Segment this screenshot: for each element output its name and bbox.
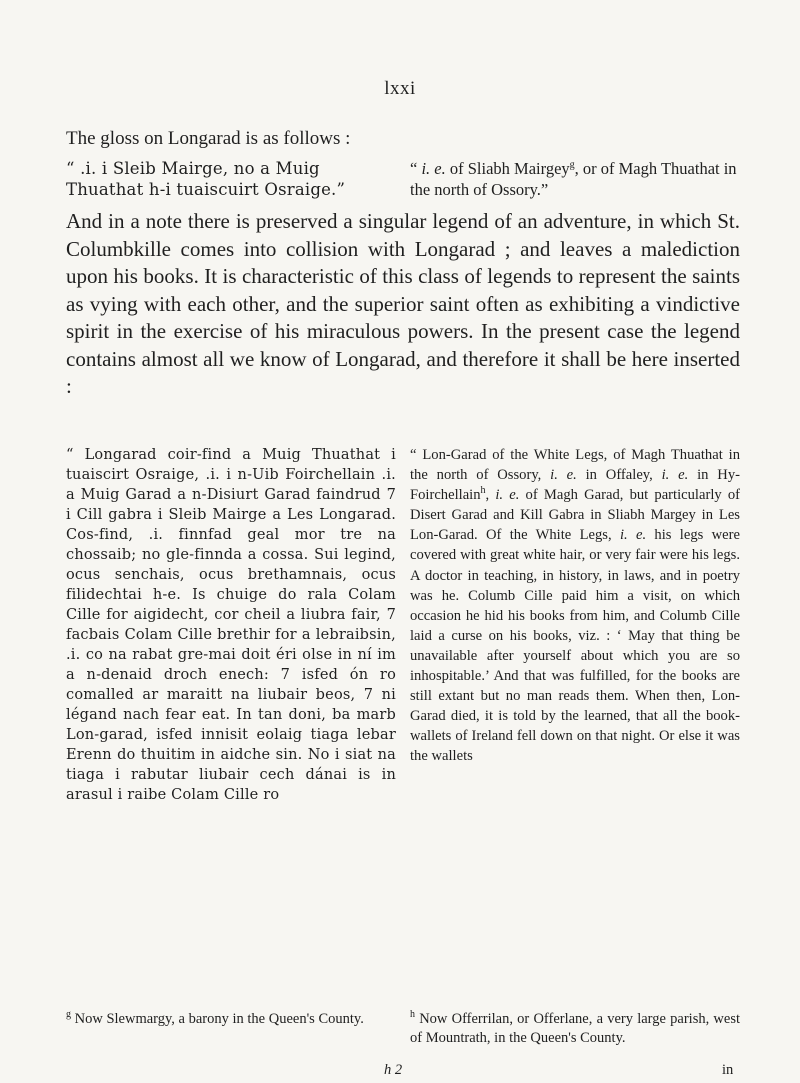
footnote-ref-g: g (569, 159, 575, 171)
gloss-english-ie: i. e. (421, 159, 446, 178)
gloss-intro: The gloss on Longarad is as follows : (66, 128, 351, 149)
legend-english (410, 445, 740, 805)
legend-english-ie: i. e. (550, 467, 577, 484)
legend-english-text: his legs were covered with great white hair, or very fair were his legs. A doctor in teaching, in history, in laws, and in poetry was he. Columb Cille paid him a visit, on which occasion he hid his books from him, and Columb Cille laid a curse on his books, viz. : ‘ May that thing be unavailable after yourself about which you are so inhospitable.’ And that was fulfilled, for the books are still extant but no man reads them. When then, Lon-Garad died, it is told by the learned, that all the book-wallets of Ireland fell down on that night. Or else it was the wallets (410, 527, 740, 765)
legend-irish: “ Longarad coir-find a Muig Thuathat i tuaiscirt Osraige, .i. i n-Uib Foirchellain .i. a Muig Garad a n-Disiurt Garad faindrud 7 i Cill gabra i Sleib Mairge a Les Longarad. Cos-find, .i. finnfad geal mor tre na chossaib; no gle-finnda a cossa. Sui legind, ocus senchais, ocus brethamnais, ocus filidechtai h-e. Is chuige do rala Colam Cille for aigidecht, cor cheil a liubra fair, 7 facbais Colam Cille brethir for a lebraibsin, .i. co na rabat gre-mai doit éri olse in ní im a n-denaid droch enech: 7 isfed ón ro comalled ar maraitt na liubair beos, 7 ni légand nach fear eat. In tan doni, ba marb Lon-garad, isfed innisit eolaig tiaga lebar Erenn do thuitim in aidche sin. No i siat na tiaga i rabutar liubair cech dánai is in arasul i raibe Colam Cille ro (66, 447, 396, 803)
legend-english-text: , (485, 487, 496, 504)
main-paragraph: And in a note there is preserved a singular legend of an adventure, in which St. Columbkille comes into collision with Longarad ; and leaves a malediction upon his books. It is characteristic of this class of legends to represent the saints as vying with each other, and the superior saint often as exhibiting a vindictive spirit in the exercise of his miraculous powers. In the present case the legend contains almost all we know of Longarad, and therefore it shall be here inserted : (66, 209, 740, 398)
footnote-g (66, 1010, 396, 1048)
footnote-text: Now Offerrilan, or Offerlane, a very large parish, west of Mountrath, in the Queen's County. (410, 1011, 740, 1046)
gloss-english (410, 158, 740, 200)
footnote-mark-h: h (410, 1009, 415, 1021)
footnote-text: Now Slewmargy, a barony in the Queen's County. (71, 1011, 364, 1027)
legend-english-text: of Magh Garad, but particularly of Disert Garad and Kill Gabra in Sliabh Margey in Les Lon-Garad. Of the White Legs, (410, 487, 740, 544)
legend-english-text: in Hy-Foirchellain (410, 467, 740, 504)
footnote-ref-h: h (480, 485, 486, 497)
footnote-h (410, 1010, 740, 1048)
gloss-irish: “ .i. i Sleib Mairge, no a Muig Thuathat h-i tuaiscuirt Osraige.” (66, 159, 346, 199)
catchword: in (722, 1062, 734, 1078)
footnote-mark-g: g (66, 1009, 71, 1021)
legend-english-text: “ Lon-Garad of the White Legs, of Magh Thuathat in the north of Ossory, (410, 447, 740, 484)
gloss-english-text: “ (410, 159, 422, 178)
footnotes (66, 1010, 740, 1048)
legend-english-ie: i. e. (619, 527, 647, 544)
signature-mark: h 2 (384, 1062, 403, 1078)
legend-english-text: in Offaley, (576, 467, 662, 484)
gloss-english-text: of Sliabh Mairgey (445, 159, 570, 178)
gloss-english-text: , or of Magh Thuathat in the north of Ossory.” (410, 159, 737, 199)
page-number: lxxi (384, 78, 416, 99)
gloss-columns (66, 158, 740, 200)
legend-english-ie: i. e. (661, 467, 689, 484)
legend-english-ie: i. e. (495, 487, 520, 504)
legend-columns (66, 445, 740, 805)
